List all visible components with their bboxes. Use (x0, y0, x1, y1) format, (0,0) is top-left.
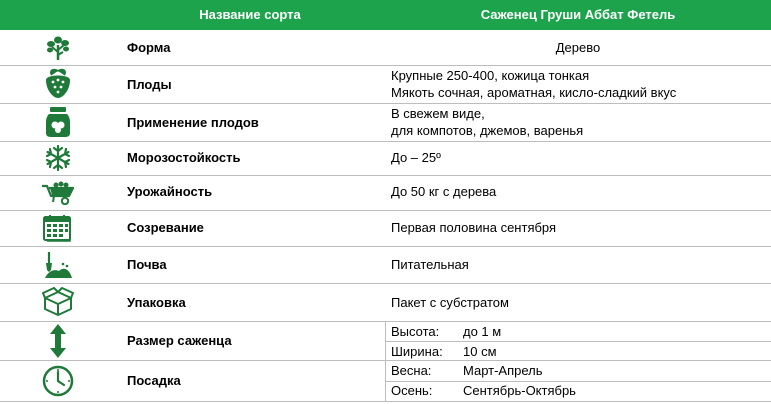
row-primenenie (0, 103, 771, 141)
fruit-icon (30, 65, 86, 103)
spring-value: Март-Апрель (463, 363, 543, 378)
autumn-value: Сентябрь-Октябрь (463, 383, 576, 398)
spring-label: Весна: (391, 363, 432, 378)
row-label: Форма (127, 40, 171, 55)
tree-icon (30, 30, 86, 65)
row-label: Созревание (127, 220, 204, 235)
height-value: до 1 м (463, 324, 502, 339)
header-col-value: Саженец Груши Аббат Фетель (480, 7, 676, 22)
wheelbarrow-icon (30, 175, 86, 210)
row-value-line2: Мякоть сочная, ароматная, кисло-сладкий вкус (391, 85, 677, 100)
row-label: Упаковка (127, 295, 186, 310)
calendar-icon (30, 210, 86, 246)
width-label: Ширина: (391, 344, 443, 359)
row-forma (0, 30, 771, 65)
row-divider (0, 401, 771, 402)
row-value: Пакет с субстратом (391, 295, 509, 310)
table-header (0, 0, 771, 30)
arrow-updown-icon (30, 321, 86, 360)
row-value: Дерево (555, 40, 601, 55)
row-label: Посадка (127, 373, 181, 388)
row-label: Почва (127, 257, 167, 272)
box-icon (30, 283, 86, 321)
soil-shovel-icon (30, 246, 86, 283)
clock-icon (30, 360, 86, 401)
row-razmer (0, 321, 771, 360)
row-urozhai (0, 175, 771, 210)
snowflake-icon (30, 141, 86, 175)
header-col-name: Название сорта (199, 7, 301, 22)
row-label: Урожайность (127, 184, 213, 199)
row-value-line2: для компотов, джемов, варенья (391, 123, 584, 138)
row-value: До – 25º (391, 150, 441, 165)
row-value-line1: В свежем виде, (391, 106, 485, 121)
autumn-label: Осень: (391, 383, 433, 398)
row-label: Применение плодов (127, 115, 259, 130)
row-label: Плоды (127, 77, 172, 92)
row-value: Первая половина сентября (391, 220, 557, 235)
row-label: Размер саженца (127, 333, 232, 348)
row-pochva (0, 246, 771, 283)
row-moroz (0, 141, 771, 175)
row-posadka (0, 360, 771, 401)
row-value-line1: Крупные 250-400, кожица тонкая (391, 68, 590, 83)
width-value: 10 см (463, 344, 497, 359)
row-label: Морозостойкость (127, 150, 241, 165)
height-label: Высота: (391, 324, 440, 339)
row-plody (0, 65, 771, 103)
jar-icon (30, 103, 86, 141)
row-sozrevanie (0, 210, 771, 246)
row-value: До 50 кг с дерева (391, 184, 497, 199)
row-value: Питательная (391, 257, 469, 272)
row-upakovka (0, 283, 771, 321)
